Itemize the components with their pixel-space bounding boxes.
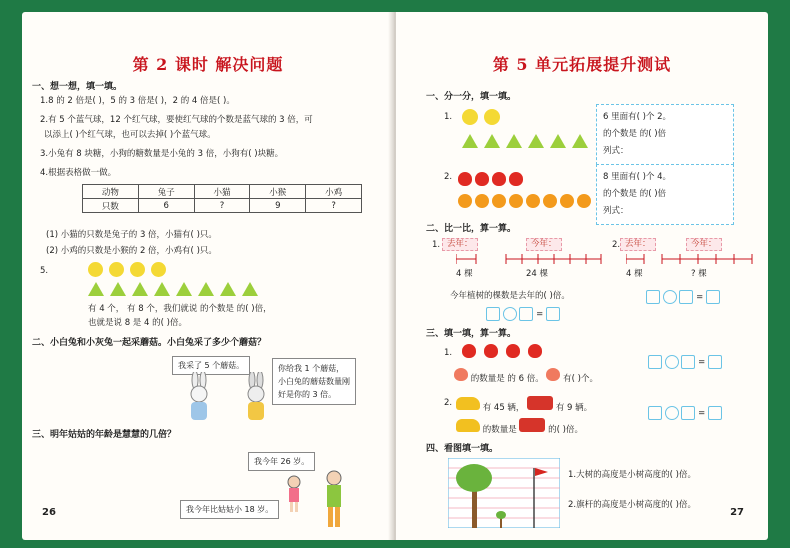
yellow-circle-icon <box>109 262 124 277</box>
green-triangle-icon <box>220 282 236 296</box>
right-page <box>396 12 768 540</box>
circle-pair-row <box>462 109 500 125</box>
apple-icon <box>506 344 520 358</box>
graph-question-2: 2.旗杆的高度是小树高度的( )倍。 <box>568 500 696 510</box>
apple-icon <box>509 172 523 186</box>
yellow-circle-icon <box>88 262 103 277</box>
table-cell: 9 <box>250 199 306 213</box>
page-number-left: 26 <box>42 507 56 518</box>
compare-2-thisyear-value: ? 棵 <box>691 269 707 279</box>
peach-icon <box>546 368 560 381</box>
answer-square[interactable] <box>648 406 662 420</box>
answer-square[interactable] <box>706 290 720 304</box>
answer-square[interactable] <box>546 307 560 321</box>
table-header: 动物 <box>83 185 139 199</box>
answer-square[interactable] <box>519 307 533 321</box>
operator-circle[interactable] <box>503 307 517 321</box>
green-triangle-icon <box>506 134 522 148</box>
speech-bubble-white-rabbit: 我采了 5 个蘑菇。 <box>172 356 250 375</box>
apple-icon <box>475 172 489 186</box>
peach-icon <box>454 368 468 381</box>
table-cell: ? <box>194 199 250 213</box>
compare-1-thisyear-value: 24 棵 <box>526 269 549 279</box>
equation-boxes-3: = <box>648 355 722 369</box>
orange-icon <box>458 194 472 208</box>
fill-1-line: 的数量是 的 6 倍。 有( )个。 <box>454 368 598 385</box>
operator-circle[interactable] <box>665 355 679 369</box>
compare-1-lastyear: 去年： <box>442 238 478 251</box>
orange-icon <box>475 194 489 208</box>
apple-icon <box>528 344 542 358</box>
compare-question: 今年植树的棵数是去年的( )倍。 <box>450 291 570 301</box>
apple-row <box>458 172 523 186</box>
operator-circle[interactable] <box>665 406 679 420</box>
bubble-line: 好是你的 3 倍。 <box>278 390 337 399</box>
equation-boxes-1: = <box>486 307 560 321</box>
bubble-line: 你给我 1 个蘑菇， <box>278 364 345 373</box>
right-section-1: 一、分一分，填一填。 <box>426 92 517 102</box>
orange-icon <box>577 194 591 208</box>
green-triangle-icon <box>528 134 544 148</box>
orange-icon <box>560 194 574 208</box>
yellow-circle-icon <box>484 109 500 125</box>
left-question-2a: 2.有 5 个蓝气球，12 个红气球，要使红气球的个数是蓝气球的 3 倍，可 <box>40 115 313 125</box>
green-triangle-icon <box>88 282 104 296</box>
orange-icon <box>543 194 557 208</box>
green-triangle-icon <box>154 282 170 296</box>
aunt-and-girl-illustration <box>284 470 354 530</box>
right-section-2: 二、比一比，算一算。 <box>426 224 517 234</box>
fill-1-number: 1. <box>444 348 453 358</box>
part-2-number: 2. <box>444 172 453 182</box>
table-header: 兔子 <box>138 185 194 199</box>
box-line: 的个数是 的( )倍 <box>603 129 667 139</box>
answer-square[interactable] <box>646 290 660 304</box>
right-page-title: 第 5 单元拓展提升测试 <box>492 55 672 74</box>
left-section-3: 三、明年姑姑的年龄是慧慧的几倍？ <box>32 430 177 440</box>
circle-row <box>88 262 166 277</box>
compare-1-lastyear-value: 4 棵 <box>456 269 473 279</box>
graph-question-1: 1.大树的高度是小树高度的( )倍。 <box>568 470 696 480</box>
speech-bubble-aunt: 我今年 26 岁。 <box>248 452 315 471</box>
left-page-title: 第 2 课时 解决问题 <box>132 55 284 74</box>
left-question-4-1: (1) 小猫的只数是兔子的 3 倍，小猫有( )只。 <box>46 230 217 240</box>
left-question-1: 1.8 的 2 倍是( )，5 的 3 倍是( )，2 的 4 倍是( )。 <box>40 96 235 106</box>
equation-boxes-4: = <box>648 406 722 420</box>
answer-square[interactable] <box>681 406 695 420</box>
green-triangle-icon <box>242 282 258 296</box>
apple-icon <box>458 172 472 186</box>
animal-table <box>82 184 362 213</box>
left-question-4: 4.根据表格做一做。 <box>40 168 117 178</box>
bubble-line: 小白兔的蘑菇数量刚 <box>278 377 350 386</box>
table-header: 小猴 <box>250 185 306 199</box>
bus-icon <box>519 418 545 432</box>
page-number-right: 27 <box>730 507 744 518</box>
box-line: 列式： <box>603 206 629 216</box>
answer-box-1 <box>596 104 734 165</box>
apple-row-2 <box>462 344 542 358</box>
answer-box-2 <box>596 164 734 225</box>
left-question-2b: 以添上( )个红气球，也可以去掉( )个蓝气球。 <box>44 130 216 140</box>
segment-bars-1 <box>456 252 606 266</box>
table-cell: 6 <box>138 199 194 213</box>
green-triangle-icon <box>484 134 500 148</box>
box-line: 8 里面有( )个 4。 <box>603 172 672 182</box>
answer-square[interactable] <box>708 355 722 369</box>
fill-2-number: 2. <box>444 398 453 408</box>
box-line: 6 里面有( )个 2。 <box>603 112 672 122</box>
answer-square[interactable] <box>708 406 722 420</box>
table-header: 小鸡 <box>306 185 362 199</box>
orange-icon <box>526 194 540 208</box>
green-triangle-icon <box>572 134 588 148</box>
table-header: 小猫 <box>194 185 250 199</box>
green-triangle-icon <box>132 282 148 296</box>
left-question-5-number: 5. <box>40 266 49 276</box>
table-row-label: 只数 <box>83 199 139 213</box>
speech-bubble-huihui: 我今年比姑姑小 18 岁。 <box>180 500 279 519</box>
compare-2-number: 2. <box>612 240 621 250</box>
segment-bars-2 <box>626 252 756 266</box>
left-section-1: 一、想一想，填一填。 <box>32 82 123 92</box>
compare-2-lastyear: 去年： <box>620 238 656 251</box>
right-section-3: 三、填一填，算一算。 <box>426 329 517 339</box>
fill-2-line-a: 有 45 辆， 有 9 辆。 <box>456 396 592 414</box>
orange-row <box>458 194 591 208</box>
yellow-circle-icon <box>462 109 478 125</box>
orange-icon <box>509 194 523 208</box>
car-icon <box>456 397 480 410</box>
answer-square[interactable] <box>681 355 695 369</box>
green-triangle-icon <box>110 282 126 296</box>
compare-2-lastyear-value: 4 棵 <box>626 269 643 279</box>
green-triangle-icon <box>198 282 214 296</box>
rabbits-illustration <box>177 372 267 427</box>
triangle-row-right <box>462 134 588 148</box>
compare-2-thisyear: 今年： <box>686 238 722 251</box>
bus-icon <box>527 396 553 410</box>
answer-square[interactable] <box>486 307 500 321</box>
fill-2-line-b: 的数量是 的( )倍。 <box>456 418 583 436</box>
left-question-3: 3.小兔有 8 块糖，小狗的糖数量是小兔的 3 倍，小狗有( )块糖。 <box>40 149 284 159</box>
green-triangle-icon <box>550 134 566 148</box>
speech-bubble-gray-rabbit <box>272 358 356 405</box>
green-triangle-icon <box>176 282 192 296</box>
yellow-circle-icon <box>151 262 166 277</box>
apple-icon <box>492 172 506 186</box>
tree-flagpole-illustration <box>448 458 560 528</box>
table-cell: ? <box>306 199 362 213</box>
left-page <box>22 12 394 540</box>
part-1-number: 1. <box>444 112 453 122</box>
left-question-5b: 也就是说 8 是 4 的( )倍。 <box>88 318 187 328</box>
triangle-row <box>88 282 258 296</box>
green-triangle-icon <box>462 134 478 148</box>
yellow-circle-icon <box>130 262 145 277</box>
apple-icon <box>484 344 498 358</box>
compare-1-thisyear: 今年： <box>526 238 562 251</box>
right-section-4: 四、看图填一填。 <box>426 444 499 454</box>
answer-square[interactable] <box>679 290 693 304</box>
compare-1-number: 1. <box>432 240 441 250</box>
equation-boxes-2: = <box>646 290 720 304</box>
box-line: 的个数是 的( )倍 <box>603 189 667 199</box>
box-line: 列式： <box>603 146 629 156</box>
orange-icon <box>492 194 506 208</box>
apple-icon <box>462 344 476 358</box>
left-question-4-2: (2) 小鸡的只数是小猴的 2 倍，小鸡有( )只。 <box>46 246 217 256</box>
left-section-2: 二、小白兔和小灰兔一起采蘑菇。小白兔采了多少个蘑菇？ <box>32 338 267 348</box>
car-icon <box>456 419 480 432</box>
operator-circle[interactable] <box>663 290 677 304</box>
left-question-5a: 有 4 个， 有 8 个，我们就说 的个数是 的( )倍， <box>88 304 272 314</box>
answer-square[interactable] <box>648 355 662 369</box>
